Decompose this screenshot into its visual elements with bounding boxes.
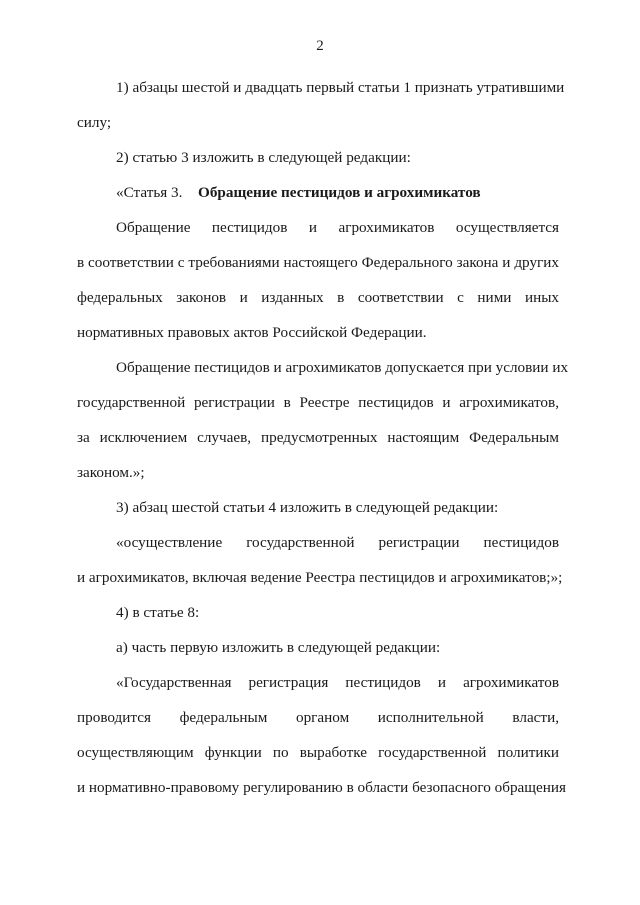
paragraph-line: федеральных законов и изданных в соответствии с ними иных	[77, 289, 559, 306]
paragraph-line: Обращение пестицидов и агрохимикатов допускается при условии их	[116, 359, 569, 376]
paragraph-line: 2) статью 3 изложить в следующей редакции:	[116, 149, 411, 166]
paragraph-line: осуществляющим функции по выработке государственной политики	[77, 744, 559, 761]
paragraph-line: и нормативно-правовому регулированию в области безопасного обращения	[77, 779, 566, 796]
paragraph-line: «осуществление государственной регистрации пестицидов	[116, 534, 559, 551]
article-heading	[116, 183, 559, 203]
paragraph-line: Обращение пестицидов и агрохимикатов осуществляется	[116, 219, 559, 236]
paragraph-line: «Государственная регистрация пестицидов и агрохимикатов	[116, 674, 559, 691]
paragraph-line: нормативных правовых актов Российской Федерации.	[77, 324, 427, 341]
paragraph-line: в соответствии с требованиями настоящего Федерального закона и других	[77, 254, 559, 271]
paragraph-line: и агрохимикатов, включая ведение Реестра пестицидов и агрохимикатов;»;	[77, 569, 563, 586]
paragraph-line: 1) абзацы шестой и двадцать первый статьи 1 признать утратившими	[116, 79, 565, 96]
paragraph-line: а) часть первую изложить в следующей редакции:	[116, 639, 441, 656]
paragraph-line: законом.»;	[77, 464, 145, 481]
page-number: 2	[316, 38, 324, 54]
paragraph-line: государственной регистрации в Реестре пестицидов и агрохимикатов,	[77, 394, 559, 411]
article-title: Обращение пестицидов и агрохимикатов	[198, 184, 481, 201]
paragraph-line: силу;	[77, 114, 112, 131]
paragraph-line: за исключением случаев, предусмотренных настоящим Федеральным	[77, 429, 559, 446]
paragraph-line: 4) в статье 8:	[116, 604, 200, 621]
paragraph-line: проводится федеральным органом исполнительной власти,	[77, 709, 559, 726]
paragraph-line: 3) абзац шестой статьи 4 изложить в следующей редакции:	[116, 499, 499, 516]
article-number: «Статья 3.	[116, 184, 183, 201]
